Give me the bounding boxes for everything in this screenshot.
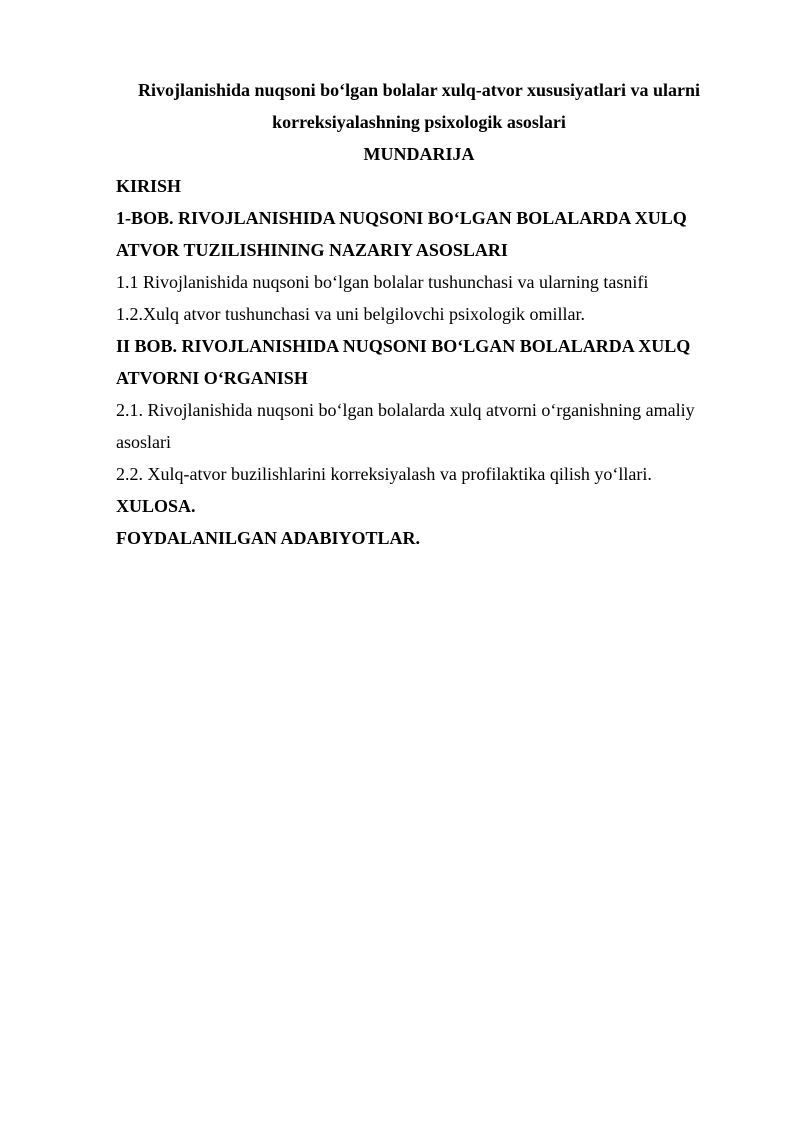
- toc-item-chapter-1: 1-BOB. RIVOJLANISHIDA NUQSONI BO‘LGAN BOLALARDA XULQ ATVOR TUZILISHINING NAZARIY ASOSLARI: [116, 208, 687, 260]
- toc-heading: MUNDARIJA: [363, 144, 475, 164]
- toc-item-section-1-2: 1.2.Xulq atvor tushunchasi va uni belgilovchi psixologik omillar.: [116, 304, 585, 324]
- document-title: Rivojlanishida nuqsoni bo‘lgan bolalar xulq-atvor xususiyatlari va ularni korreksiyalashning psixologik asoslari: [138, 80, 700, 132]
- toc-item-section-1-1: 1.1 Rivojlanishida nuqsoni bo‘lgan bolalar tushunchasi va ularning tasnifi: [116, 272, 649, 292]
- toc-item-conclusion: XULOSA.: [116, 496, 196, 516]
- toc-item-section-2-1: 2.1. Rivojlanishida nuqsoni bo‘lgan bolalarda xulq atvorni o‘rganishning amaliy asoslari: [116, 400, 695, 452]
- table-of-contents: [116, 170, 722, 554]
- toc-item-kirish: KIRISH: [116, 176, 182, 196]
- toc-item-references: FOYDALANILGAN ADABIYOTLAR.: [116, 528, 421, 548]
- document-content: [116, 74, 722, 554]
- toc-item-chapter-2: II BOB. RIVOJLANISHIDA NUQSONI BO‘LGAN BOLALARDA XULQ ATVORNI O‘RGANISH: [116, 336, 691, 388]
- toc-item-section-2-2: 2.2. Xulq-atvor buzilishlarini korreksiyalash va profilaktika qilish yo‘llari.: [116, 464, 652, 484]
